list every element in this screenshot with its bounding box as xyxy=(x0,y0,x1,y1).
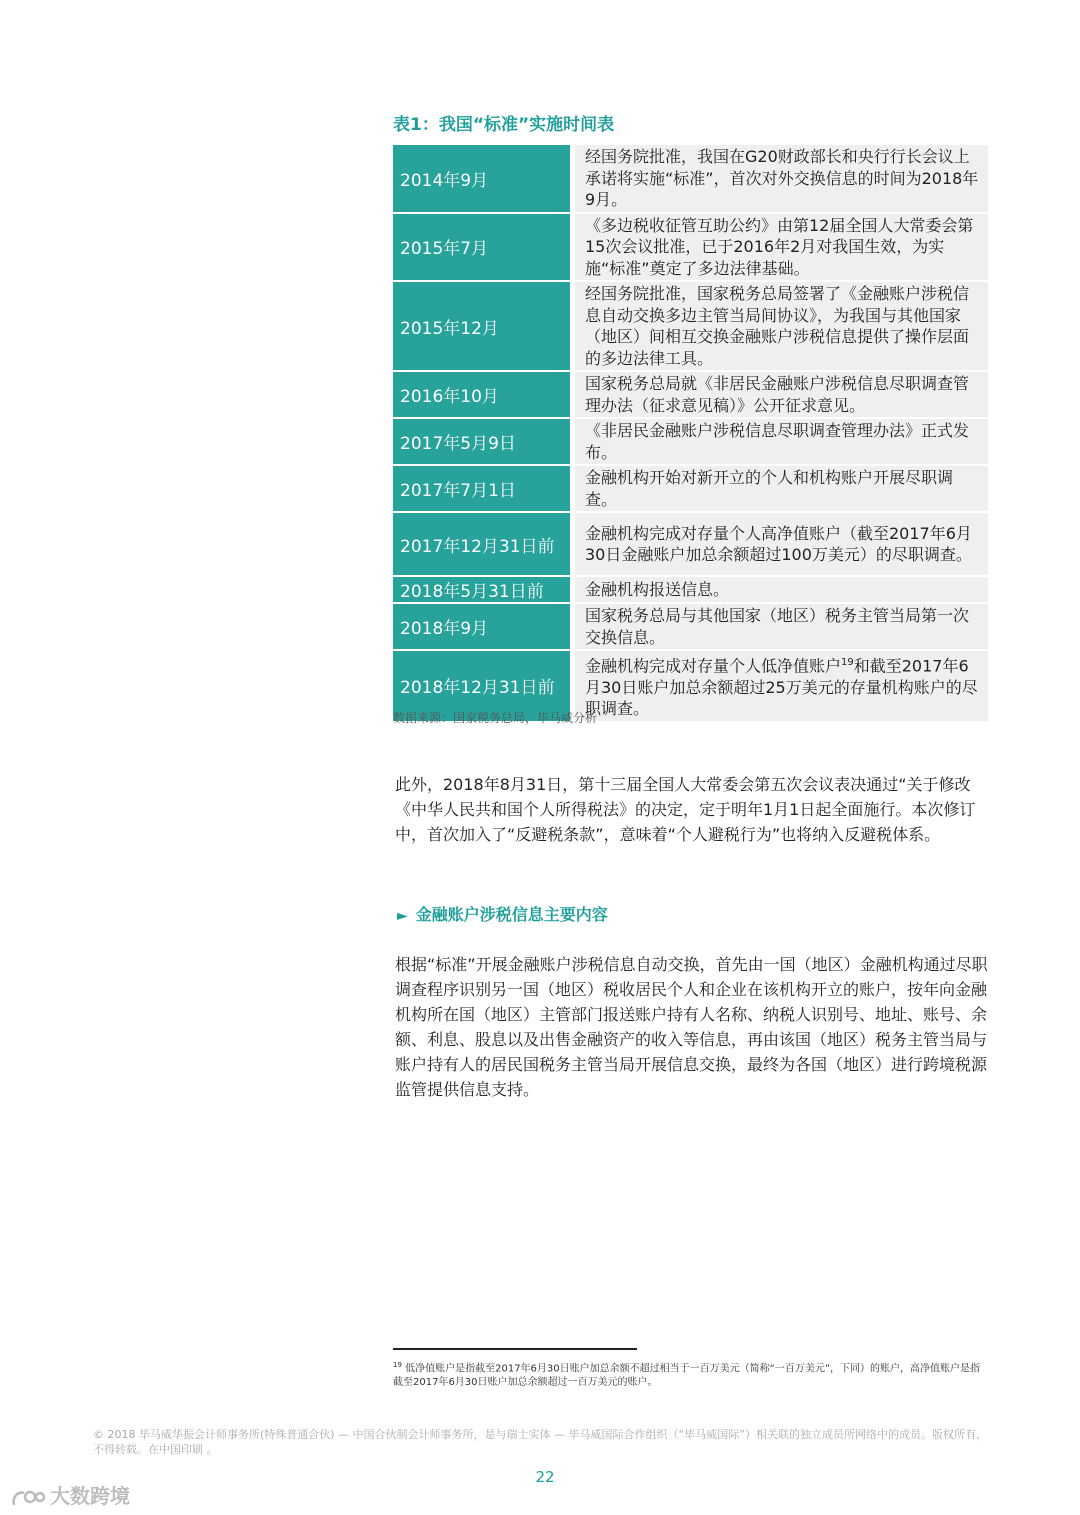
desc-cell: 国家税务总局与其他国家（地区）税务主管当局第一次交换信息。 xyxy=(575,604,988,649)
desc-cell: 经国务院批准，国家税务总局签署了《金融账户涉税信息自动交换多边主管当局间协议》，为我国与其他国家（地区）间相互交换金融账户涉税信息提供了操作层面的多边法律工具。 xyxy=(575,282,988,370)
table-row xyxy=(393,145,988,212)
date-cell: 2018年9月 xyxy=(393,604,575,649)
date-cell: 2016年10月 xyxy=(393,372,575,417)
page-number: 22 xyxy=(535,1468,555,1486)
footnote-divider xyxy=(393,1348,637,1350)
table-row xyxy=(393,513,988,575)
table-row xyxy=(393,604,988,649)
desc-text: 和截至2017年6月30日账户加总余额超过25万美元的存量机构账户的尽职调查。 xyxy=(585,656,978,719)
date-cell: 2014年9月 xyxy=(393,145,575,212)
watermark-text: 大数跨境 xyxy=(50,1484,130,1508)
date-cell: 2015年7月 xyxy=(393,214,575,281)
desc-cell: 经国务院批准，我国在G20财政部长和央行行长会议上承诺将实施“标准”，首次对外交换信息的时间为2018年9月。 xyxy=(575,145,988,212)
footnote-text: 低净值账户是指截至2017年6月30日账户加总余额不超过相当于一百万美元（简称“一百万美元”，下同）的账户，高净值账户是指截至2017年6月30日账户加总余额超过一百万美元的账户。 xyxy=(393,1363,981,1389)
watermark-logo-icon xyxy=(10,1487,46,1509)
date-cell: 2017年7月1日 xyxy=(393,466,575,511)
desc-cell: 金融机构报送信息。 xyxy=(575,577,988,602)
desc-text: 金融机构完成对存量个人低净值账户 xyxy=(585,656,842,676)
table-title: 表1：我国“标准”实施时间表 xyxy=(393,115,615,135)
table-row xyxy=(393,419,988,464)
desc-cell: 《多边税收征管互助公约》由第12届全国人大常委会第15次会议批准，已于2016年2月对我国生效，为实施“标准”奠定了多边法律基础。 xyxy=(575,214,988,281)
footnote-mark: 19 xyxy=(393,1361,402,1369)
table-row xyxy=(393,372,988,417)
section-heading-text: 金融账户涉税信息主要内容 xyxy=(415,905,608,924)
date-cell: 2018年5月31日前 xyxy=(393,577,575,602)
table-row xyxy=(393,577,988,602)
desc-cell xyxy=(575,651,988,721)
watermark xyxy=(10,1480,130,1509)
date-cell: 2017年5月9日 xyxy=(393,419,575,464)
date-cell: 2015年12月 xyxy=(393,282,575,370)
desc-cell: 国家税务总局就《非居民金融账户涉税信息尽职调查管理办法（征求意见稿）》公开征求意见。 xyxy=(575,372,988,417)
table-row xyxy=(393,214,988,281)
footnote xyxy=(393,1358,988,1390)
paragraph-amendment: 此外，2018年8月31日，第十三届全国人大常委会第五次会议表决通过“关于修改《中华人民共和国个人所得税法》的决定，定于明年1月1日起全面施行。本次修订中，首次加入了“反避税条款”，意味着“个人避税行为”也将纳入反避税体系。 xyxy=(395,775,976,844)
footnote-ref: 19 xyxy=(841,657,854,668)
data-source: 数据来源：国家税务总局，毕马威分析 xyxy=(393,711,598,725)
desc-cell: 《非居民金融账户涉税信息尽职调查管理办法》正式发布。 xyxy=(575,419,988,464)
timeline-table xyxy=(393,143,988,723)
section-heading xyxy=(397,902,608,925)
table-row xyxy=(393,466,988,511)
triangle-arrow-icon: ► xyxy=(397,908,408,924)
paragraph-content: 根据“标准”开展金融账户涉税信息自动交换，首先由一国（地区）金融机构通过尽职调查程序识别另一国（地区）税收居民个人和企业在该机构开立的账户，按年向金融机构所在国（地区）主管部门报送账户持有人名称、纳税人识别号、地址、账号、余额、利息、股息以及出售金融资产的收入等信息，再由该国（地区）税务主管当局与账户持有人的居民国税务主管当局开展信息交换，最终为各国（地区）进行跨境税源监管提供信息支持。 xyxy=(395,955,988,1099)
date-cell: 2017年12月31日前 xyxy=(393,513,575,575)
date-cell: 2018年12月31日前 xyxy=(393,651,575,721)
desc-cell: 金融机构完成对存量个人高净值账户（截至2017年6月30日金融账户加总余额超过100万美元）的尽职调查。 xyxy=(575,513,988,575)
table-row xyxy=(393,282,988,370)
copyright-notice: © 2018 毕马威华振会计师事务所(特殊普通合伙) — 中国合伙制会计师事务所，是与瑞士实体 — 毕马威国际合作组织（“毕马威国际”）相关联的独立成员所网络中的成员。版权所有，不得转载。在中国印刷 。 xyxy=(93,1428,987,1456)
desc-cell: 金融机构开始对新开立的个人和机构账户开展尽职调查。 xyxy=(575,466,988,511)
